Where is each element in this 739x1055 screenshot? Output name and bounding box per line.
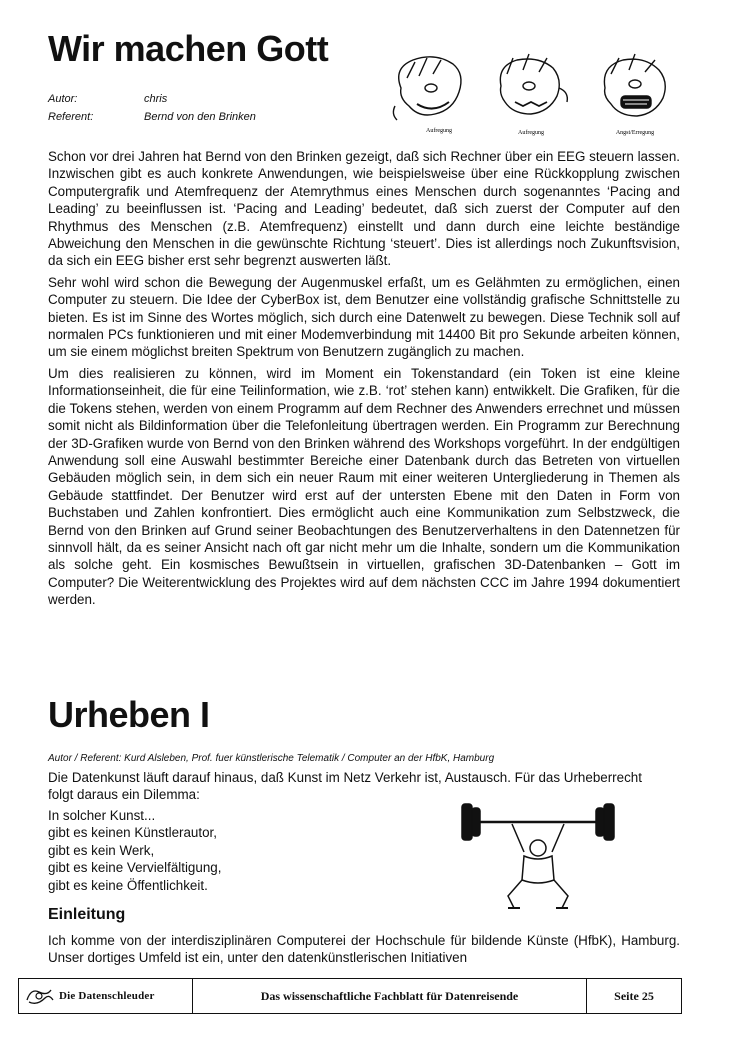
poem-line: gibt es keine Öffentlichkeit. <box>48 877 208 893</box>
article-title: Wir machen Gott <box>48 28 329 69</box>
footer-logo <box>19 979 193 1013</box>
referent-value: Bernd von den Brinken <box>144 111 256 123</box>
poem-line: gibt es keinen Künstlerautor, <box>48 825 217 841</box>
article-title-2: Urheben I <box>48 694 210 735</box>
article-body <box>48 148 680 613</box>
paragraph: Schon vor drei Jahren hat Bernd von den Brinken gezeigt, daß sich Rechner über ein EEG steuern lassen. Inzwischen gibt es auch konkrete Anwendungen, wie beispielsweise über eine Rückkopplung zwischen Computergrafik und Atemfrequenz der Atemrythmus eines Menschen durch sogenanntes ‘Pacing and Leading’ zu beeinflussen ist. ‘Pacing and Leading’ bedeutet, daß sich zuerst der Computer auf den Rhythmus des Menschen (z.B. Atemfrequenz) einstellt und dann durch eine leichte beständige Abweichung den Menschen in die gewünschte Richtung ‘steuert’. Dies ist allerdings noch Zukunftsvision, da sich ein EEG bisher erst sehr begrenzt auswerten läßt. <box>48 149 680 269</box>
author-row <box>48 90 256 108</box>
footer-page-number: Seite 25 <box>614 988 654 1003</box>
author-label: Autor: <box>48 93 78 105</box>
referent-row <box>48 108 256 126</box>
monkey-face-3 <box>604 54 665 116</box>
illustration-caption-1: Aufregung <box>426 128 452 134</box>
poem-line: gibt es kein Werk, <box>48 842 155 858</box>
poem <box>48 807 221 894</box>
paragraph: Um dies realisieren zu können, wird im Moment ein Tokenstandard (ein Token ist eine kleine Informationseinheit, die für eine Teilinformation, wie z.B. ‘rot’ stehen kann) entwikkelt. Die Grafiken, für die die Tokens stehen, werden von einem Programm auf dem Rechner des Anwenders errechnet und müssen somit nicht als Bildinformation über die Telefonleitung übertragen werden. Ein Programm zur Berechnung der 3D-Grafiken wurde von Bernd von den Brinken während des Workshops vorgeführt. In der endgültigen Anwendung soll eine Auswahl bestimmter Bereiche einer Datenbank durch das Betreten von virtuellen Gebäuden möglich sein, in dem sich ein neuer Raum mit einer weiteren Untergliederung in Themen als Gebäude stattfindet. Der Benutzer wird erst auf der untersten Ebene mit den Daten in Form von Buchstaben und Zahlen konfrontiert. Dies ermöglicht auch eine Kommunikation zum Selbstzweck, die Bernd von den Brinken auf Grund seiner Beobachtungen des Benutzerverhaltens in den Datennetzen für sinnvoll hält, da es seiner Ansicht nach oft gar nicht mehr um die Inhalte, sondern um die Kommunikation als solche geht. Ein kosmisches Bewußtsein in virtuellen, grafischen 3D-Datenbanken – Gott im Computer? Die Weiterentwicklung des Projektes wird auf dem nächsten CCC im Jahre 1994 dokumentiert werden. <box>48 365 680 608</box>
referent-label: Referent: <box>48 111 94 123</box>
footer-tagline: Das wissenschaftliche Fachblatt für Datenreisende <box>193 979 587 1013</box>
article-meta <box>48 90 256 126</box>
poem-line: gibt es keine Vervielfältigung, <box>48 860 222 876</box>
illustration-caption-3: Angst/Erregung <box>615 130 655 136</box>
footer-logo-text: Die Datenschleuder <box>59 990 155 1002</box>
poem-line: In solcher Kunst... <box>48 808 156 823</box>
intro-paragraph: Die Datenkunst läuft darauf hinaus, daß Kunst im Netz Verkehr ist, Austausch. Für das Urheberrecht folgt daraus ein Dilemma: <box>48 770 642 803</box>
chaos-knot-icon <box>25 986 55 1006</box>
author-line: Autor / Referent: Kurd Alsleben, Prof. fuer künstlerische Telematik / Computer an der HfbK, Hamburg <box>48 753 495 764</box>
author-value: chris <box>144 93 168 105</box>
monkey-face-1 <box>393 57 461 120</box>
page-footer <box>18 978 682 1014</box>
section-text: Ich komme von der interdisziplinären Computerei der Hochschule für bildende Künste (HfbK), Hamburg. Unser dortiges Umfeld ist ein, unter den datenkünstlerischen Initiativen <box>48 933 680 966</box>
paragraph: Sehr wohl wird schon die Bewegung der Augenmuskel erfaßt, um es Gelähmten zu ermöglichen, einen Computer zu steuern. Die Idee der CyberBox ist, dem Benutzer eine vollständig grafische Schnittstelle zu bieten. Es ist im Sinne des Wortes möglich, sich durch eine Datenwelt zu bewegen. Diese Technik soll auf normalen PCs funktionieren und mit einer Modemverbindung mit 14400 Bit pro Sekunde arbeiten können, um sie einem möglichst breiten Spektrum von Benutzern zugänglich zu machen. <box>48 274 680 360</box>
monkey-face-2 <box>500 54 567 114</box>
weightlifter-illustration <box>458 796 618 914</box>
section-heading: Einleitung <box>48 906 126 923</box>
illustration-caption-2: Aufregung <box>518 130 544 136</box>
monkey-faces-illustration <box>383 48 683 140</box>
